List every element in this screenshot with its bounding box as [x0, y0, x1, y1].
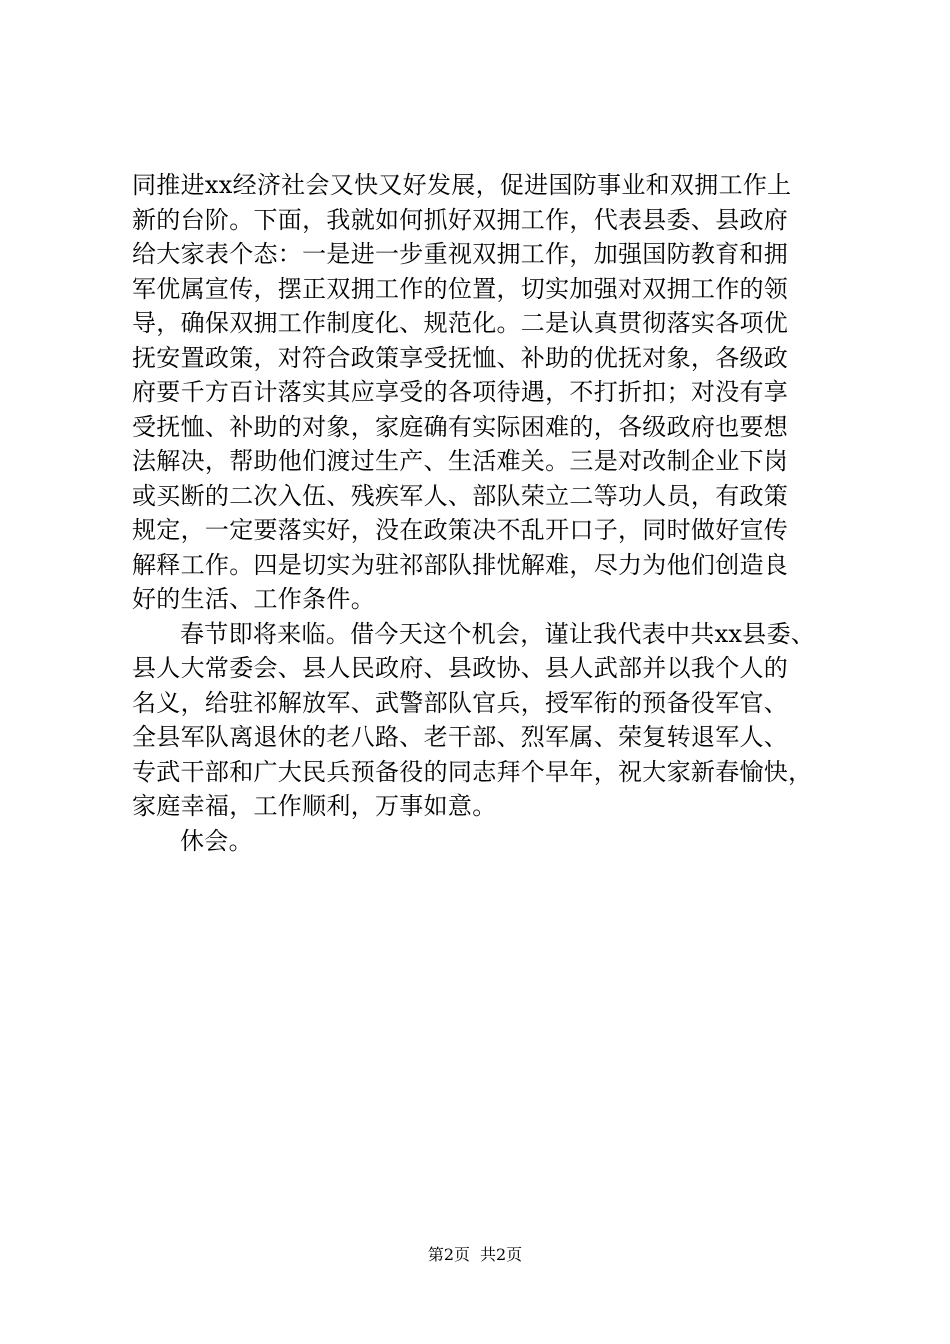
text-line: 或买断的二次入伍、残疾军人、部队荣立二等功人员，有政策 — [132, 481, 789, 510]
text-line: 给大家表个态：一是进一步重视双拥工作，加强国防教育和拥 — [132, 240, 789, 268]
text-line: 新的台阶。下面，我就如何抓好双拥工作，代表县委、县政府 — [132, 205, 789, 234]
page-number: 第2页 — [427, 1245, 470, 1264]
text-line: 府要千方百计落实其应享受的各项待遇，不打折扣；对没有享 — [132, 378, 789, 406]
page-footer — [0, 1245, 950, 1265]
document-body — [132, 168, 832, 858]
text-line: 解释工作。四是切实为驻祁部队排忧解难，尽力为他们创造良 — [132, 550, 789, 579]
text-line: 同推进xx经济社会又快又好发展，促进国防事业和双拥工作上 — [132, 171, 792, 199]
text-line: 抚安置政策，对符合政策享受抚恤、补助的优抚对象，各级政 — [132, 343, 789, 372]
text-line: 名义，给驻祁解放军、武警部队官兵，授军衔的预备役军官、 — [132, 688, 789, 717]
text-line: 规定，一定要落实好，没在政策决不乱开口子，同时做好宣传 — [132, 516, 789, 544]
text-line: 受抚恤、补助的对象，家庭确有实际困难的，各级政府也要想 — [132, 412, 789, 441]
text-line: 全县军队离退休的老八路、老干部、烈军属、荣复转退军人、 — [132, 723, 789, 751]
text-line: 军优属宣传，摆正双拥工作的位置，切实加强对双拥工作的领 — [132, 274, 789, 303]
text-line: 专武干部和广大民兵预备役的同志拜个早年，祝大家新春愉快， — [132, 757, 813, 786]
text-line: 县人大常委会、县人民政府、县政协、县人武部并以我个人的 — [132, 654, 789, 682]
page-total: 共2页 — [480, 1245, 523, 1264]
text-line: 导，确保双拥工作制度化、规范化。二是认真贯彻落实各项优 — [132, 309, 789, 337]
text-line: 休会。 — [180, 826, 253, 855]
text-line: 好的生活、工作条件。 — [132, 585, 375, 613]
text-line: 家庭幸福，工作顺利，万事如意。 — [132, 792, 497, 820]
paragraph-3 — [132, 824, 832, 859]
paragraph-2 — [132, 617, 832, 824]
paragraph-1 — [132, 168, 832, 617]
text-line: 春节即将来临。借今天这个机会，谨让我代表中共xx县委、 — [180, 619, 816, 648]
text-line: 法解决，帮助他们渡过生产、生活难关。三是对改制企业下岗 — [132, 447, 789, 475]
